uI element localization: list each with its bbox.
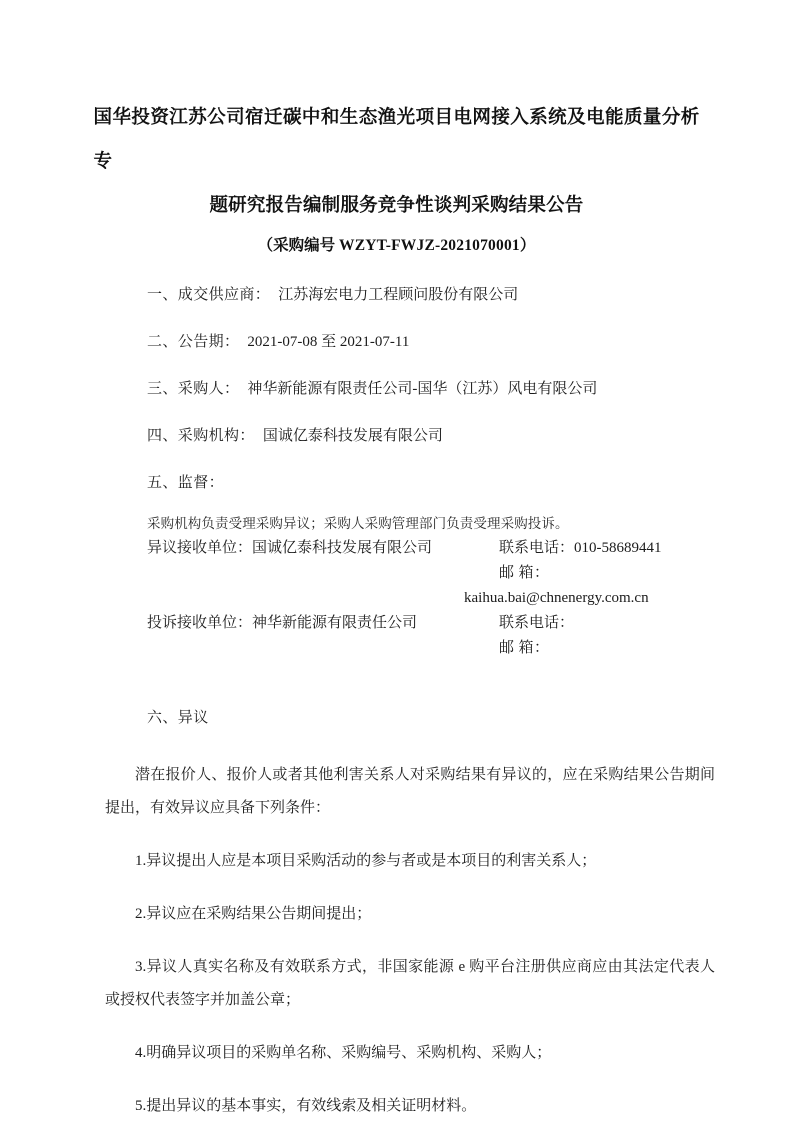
section-procurement-agency-label: 四、采购机构： [147,428,255,444]
section-purchaser-label: 三、采购人： [147,381,240,397]
supervision-details [0,514,793,661]
objection-condition-3: 3.异议人真实名称及有效联系方式，非国家能源 e 购平台注册供应商应由其法定代表人或授权代表签字并加盖公章； [105,959,715,1008]
complaint-receiver-row [147,611,793,661]
section-winning-supplier-label: 一、成交供应商： [147,287,271,303]
procurement-code-suffix: ） [519,237,536,254]
objection-receiver-row [147,536,793,610]
objection-condition-5: 5.提出异议的基本事实，有效线索及相关证明材料。 [135,1098,477,1114]
section-purchaser [0,378,793,400]
complaint-mail-line [499,636,793,661]
procurement-code-prefix: （采购编号 [257,237,336,254]
complaint-contact-info [499,611,793,661]
objection-phone-label: 联系电话： [499,540,575,556]
objection-heading: 六、异议 [147,710,209,726]
page-title-line-2: 题研究报告编制服务竞争性谈判采购结果公告 [209,196,584,216]
body-sections [0,284,793,1122]
objection-condition-4: 4.明确异议项目的采购单名称、采购编号、采购机构、采购人； [135,1045,552,1061]
section-supervision [0,472,793,494]
section-winning-supplier-value: 江苏海宏电力工程顾问股份有限公司 [278,287,519,303]
section-procurement-agency [0,425,793,447]
complaint-phone-line [499,611,793,636]
complaint-receiver-unit [147,611,499,636]
objection-contact-info [464,536,793,610]
section-announcement-period [0,331,793,353]
complaint-phone-label: 联系电话： [499,615,575,631]
objection-receiver-value: 国诚亿泰科技发展有限公司 [252,540,433,556]
section-supervision-label: 五、监督： [147,475,225,491]
objection-phone-value: 010-58689441 [574,540,662,556]
objection-email-value: kaihua.bai@chnenergy.com.cn [464,590,649,606]
objection-mail-label: 邮 箱： [499,565,550,581]
complaint-mail-label: 邮 箱： [499,640,550,656]
page-title [92,96,702,228]
complaint-receiver-value: 神华新能源有限责任公司 [252,615,418,631]
objection-condition-2: 2.异议应在采购结果公告期间提出； [135,906,372,922]
supervision-note: 采购机构负责受理采购异议；采购人采购管理部门负责受理采购投诉。 [147,516,569,531]
section-announcement-period-value: 2021-07-08 至 2021-07-11 [247,334,410,350]
objection-phone-line [499,536,793,561]
page-title-line-1: 国华投资江苏公司宿迁碳中和生态渔光项目电网接入系统及电能质量分析专 [93,108,700,172]
objection-section [0,707,793,1122]
objection-receiver-label: 异议接收单位： [147,540,253,556]
objection-receiver-unit [147,536,499,561]
objection-mail-line [499,561,793,586]
objection-condition-1: 1.异议提出人应是本项目采购活动的参与者或是本项目的利害关系人； [135,853,597,869]
procurement-code-value: WZYT-FWJZ-2021070001 [339,237,520,254]
procurement-code-line [0,230,793,262]
section-winning-supplier [0,284,793,306]
section-purchaser-value: 神华新能源有限责任公司-国华（江苏）风电有限公司 [247,381,598,397]
section-procurement-agency-value: 国诚亿泰科技发展有限公司 [262,428,443,444]
section-announcement-period-label: 二、公告期： [147,334,240,350]
complaint-receiver-label: 投诉接收单位： [147,615,253,631]
title-block [0,0,793,262]
objection-paragraph: 潜在报价人、报价人或者其他利害关系人对采购结果有异议的，应在采购结果公告期间提出，有效异议应具备下列条件： [105,767,715,816]
